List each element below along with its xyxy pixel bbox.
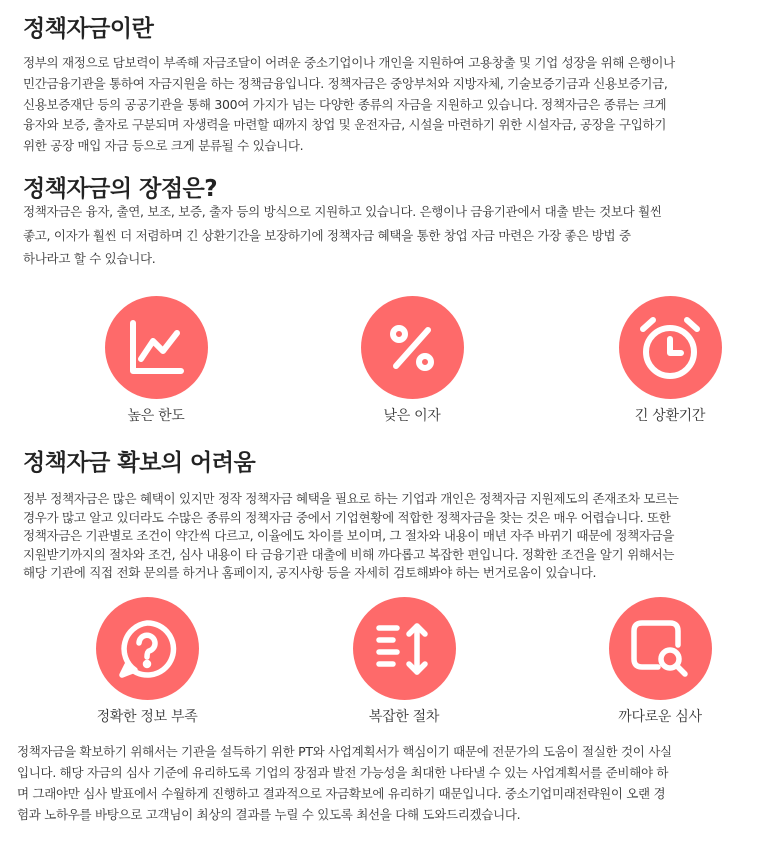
body-line: 험과 노하우를 바탕으로 고객님이 최상의 결과를 누릴 수 있도록 최선을 다해 도와드리겠습니다. [17, 807, 521, 822]
section-body-what-is [23, 53, 675, 157]
body-line: 정책자금은 기관별로 조건이 약간씩 다르고, 이율에도 차이를 보이며, 그 절차와 내용이 매년 자주 바뀌기 때문에 정책자금을 [23, 528, 675, 543]
body-line: 신용보증재단 등의 공공기관을 통해 300여 가지가 넘는 다양한 종류의 자금을 지원하고 있습니다. 정책자금은 종류는 크게 [23, 96, 667, 112]
feature-label: 정확한 정보 부족 [96, 709, 198, 725]
section-title-difficulties: 정책자금 확보의 어려움 [23, 450, 256, 476]
body-line: 지원받기까지의 절차와 조건, 심사 내용이 타 금융기관 대출에 비해 까다롭고 복잡한 편입니다. 정확한 조건을 알기 위해서는 [23, 546, 675, 562]
feature-low-interest [332, 296, 492, 425]
feature-label: 낮은 이자 [383, 408, 441, 424]
body-line: 입니다. 해당 자금의 심사 기준에 유리하도록 기업의 장점과 발전 가능성을 최대한 나타낼 수 있는 사업계획서를 준비해야 하 [17, 765, 669, 780]
body-line: 경우가 많고 알고 있더라도 수많은 종류의 정책자금 중에서 기업현황에 적합한 정책자금을 찾는 것은 매우 어렵습니다. 또한 [23, 509, 671, 525]
body-line: 정책자금은 융자, 출연, 보조, 보증, 출자 등의 방식으로 지원하고 있습니다. 은행이나 금융기관에서 대출 받는 것보다 훨씬 [23, 204, 662, 219]
feature-complex-procedure [324, 597, 484, 726]
body-line: 융자와 보증, 출자로 구분되며 자생력을 마련할 때까지 창업 및 운전자금, 시설을 마련하기 위한 시설자금, 공장을 구입하기 [23, 117, 667, 133]
feature-label: 긴 상환기간 [634, 408, 706, 424]
closing-paragraph [17, 741, 672, 825]
section-body-difficulties [23, 490, 679, 583]
feature-label: 높은 한도 [127, 408, 185, 424]
feature-label: 복잡한 절차 [368, 709, 440, 725]
body-line: 하나라고 할 수 있습니다. [23, 251, 156, 266]
feature-strict-review [580, 597, 740, 726]
search-bubble-icon [609, 597, 712, 700]
body-line: 정부의 재정으로 담보력이 부족해 자금조달이 어려운 중소기업이나 개인을 지원하여 고용창출 및 기업 성장을 위해 은행이나 [23, 55, 675, 70]
body-line: 정책자금을 확보하기 위해서는 기관을 설득하기 위한 PT와 사업계획서가 핵심이기 때문에 전문가의 도움이 절실한 것이 사실 [17, 744, 672, 759]
feature-long-repayment [590, 296, 750, 425]
feature-label: 까다로운 심사 [618, 709, 702, 725]
body-line: 좋고, 이자가 훨씬 더 저렴하며 긴 상환기간을 보장하기에 정책자금 혜택을 통한 창업 자금 마련은 가장 좋은 방법 중 [23, 227, 631, 243]
body-line: 며 그래야만 심사 발표에서 수월하게 진행하고 결과적으로 자금확보에 유리하기 때문입니다. 중소기업미래전략원이 오랜 경 [17, 786, 666, 801]
feature-lack-of-info [67, 597, 227, 726]
section-body-advantages [23, 200, 662, 271]
section-title-what-is: 정책자금이란 [23, 16, 154, 42]
body-line: 정부 정책자금은 많은 혜택이 있지만 정작 정책자금 혜택을 필요로 하는 기업과 개인은 정책자금 지원제도의 존재조차 모르는 [23, 491, 679, 506]
section-title-advantages: 정책자금의 장점은? [23, 176, 218, 202]
alarm-clock-icon [619, 296, 722, 399]
body-line: 민간금융기관을 통하여 자금지원을 하는 정책금융입니다. 정책자금은 중앙부처와 지방자체, 기술보증기금과 신용보증기금, [23, 75, 668, 91]
body-line: 위한 공장 매입 자금 등으로 크게 분류될 수 있습니다. [23, 138, 304, 154]
question-bubble-icon [96, 597, 199, 700]
sort-list-icon [353, 597, 456, 700]
percent-icon [361, 296, 464, 399]
body-line: 해당 기관에 직접 전화 문의를 하거나 홈페이지, 공지사항 등을 자세히 검토해봐야 하는 번거로움이 있습니다. [23, 565, 597, 580]
feature-high-limit [76, 296, 236, 425]
growth-chart-icon [105, 296, 208, 399]
